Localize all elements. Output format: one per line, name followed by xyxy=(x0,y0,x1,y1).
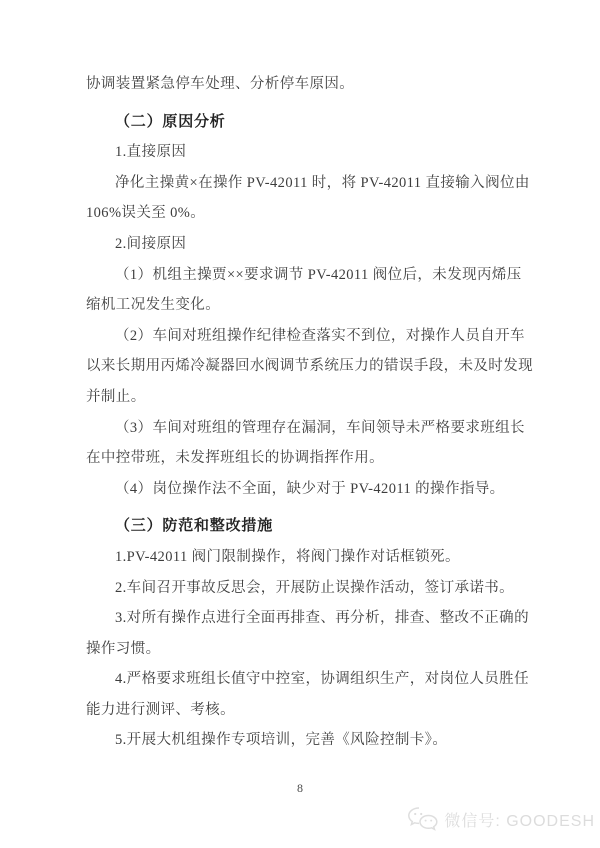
section-heading: （二）原因分析 xyxy=(115,113,226,130)
document-line: 并制止。 xyxy=(86,388,146,405)
watermark-label: 微信号: GOODESH xyxy=(444,812,595,830)
watermark xyxy=(407,806,595,832)
document-line: 2.车间召开事故反思会，开展防止误操作活动，签订承诺书。 xyxy=(115,579,515,596)
document-line: （4）岗位操作法不全面，缺少对于 PV-42011 的操作指导。 xyxy=(115,480,505,497)
document-line: 净化主操黄×在操作 PV-42011 时，将 PV-42011 直接输入阀位由 xyxy=(115,174,530,191)
document-body xyxy=(86,69,532,756)
document-line: 以来长期用丙烯冷凝器回水阀调节系统压力的错误手段，未及时发现 xyxy=(86,358,533,375)
document-line: 4.严格要求班组长值守中控室，协调组织生产，对岗位人员胜任 xyxy=(115,671,529,688)
document-line: （1）机组主操贾××要求调节 PV-42011 阀位后，未发现丙烯压 xyxy=(115,266,522,283)
document-line: （2）车间对班组操作纪律检查落实不到位，对操作人员自开车 xyxy=(115,327,525,344)
document-line: 能力进行测评、考核。 xyxy=(86,701,235,718)
document-line: 1.直接原因 xyxy=(115,144,187,161)
document-line: 2.间接原因 xyxy=(115,235,187,252)
document-line: 1.PV-42011 阀门限制操作，将阀门操作对话框锁死。 xyxy=(115,548,460,565)
document-line: 106%误关至 0%。 xyxy=(86,205,206,222)
document-line: 缩机工况发生变化。 xyxy=(86,297,221,314)
document-line: 操作习惯。 xyxy=(86,640,161,657)
document-line: 5.开展大机组操作专项培训，完善《风险控制卡》。 xyxy=(115,732,448,749)
section-heading: （三）防范和整改措施 xyxy=(115,518,274,535)
wechat-icon xyxy=(407,806,439,832)
document-line: 3.对所有操作点进行全面再排查、再分析，排查、整改不正确的 xyxy=(115,610,529,627)
document-line: 协调装置紧急停车处理、分析停车原因。 xyxy=(86,76,355,92)
page-number: 8 xyxy=(297,781,303,795)
document-line: 在中控带班，未发挥班组长的协调指挥作用。 xyxy=(86,450,384,467)
document-line: （3）车间对班组的管理存在漏洞，车间领导未严格要求班组长 xyxy=(115,419,525,436)
